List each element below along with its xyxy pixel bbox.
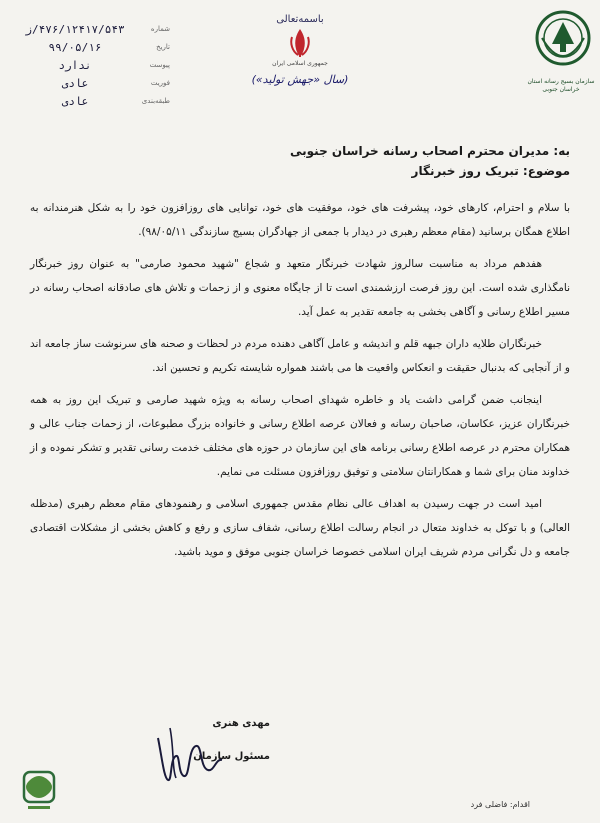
meta-value: ۹۹/۰۵/۱۶	[48, 40, 102, 54]
meta-classification	[20, 92, 170, 110]
meta-value: ۴۷۶/۱۲۴۱۷/۵۴۳/ز	[25, 22, 125, 36]
body-paragraph: هفدهم مرداد به مناسبت سالروز شهادت خبرنگار متعهد و شجاع "شهید محمود صارمی" به عنوان روز خبرنگار نامگذاری شده است. این روز فرصت ارزشمندی است تا از جایگاه معنوی و از زحمات و تلاش های صادقانه اصحاب رسانه در مسیر اطلاع رسانی و آگاهی بخشی به جامعه تقدیر به عمل آید.	[30, 258, 570, 318]
body-paragraph: اینجانب ضمن گرامی داشت یاد و خاطره شهدای اصحاب رسانه به ویژه شهید صارمی و تبریک این روز به همه خبرنگاران عزیز، عکاسان، صاحبان رسانه و فعالان عرصه اطلاع رسانی و خانواده بزرگ مطبوعات، از زحمات جناب عالی و همکاران محترم در عرصه اطلاع رسانی برنامه های این سازمان در حوزه های مختلف خدمت رسانی تقدیر و تشکر نموده و از خداوند منان برای شما و همکارانتان سلامتی و توفیق روزافزون مسئلت می نمایم.	[30, 394, 570, 478]
meta-key: پیوست	[149, 61, 170, 69]
meta-urgency	[20, 74, 170, 92]
meta-key: طبقه‌بندی	[141, 97, 170, 105]
signatory-name: مهدی هنری	[212, 718, 270, 729]
letter-body	[30, 132, 570, 572]
meta-key: فوریت	[150, 79, 170, 87]
bismillah-text: باسمه‌تعالی	[276, 14, 324, 25]
meta-key: تاریخ	[156, 43, 170, 51]
signatory-title: مسئول سازمان	[193, 751, 270, 762]
organization-label: سازمان بسیج رسانه استان خراسان جنوبی	[527, 78, 595, 93]
meta-value: عادی	[61, 94, 89, 108]
meta-value: عادی	[61, 76, 89, 90]
body-paragraph: خبرنگاران طلایه داران جبهه قلم و اندیشه و عامل آگاهی دهنده مردم در لحظات و صحنه های سرنوشت ساز جامعه اند و از آنجایی که بدنبال حقیقت و انعکاس واقعیت ها می باشند همواره شایسته تکریم و تحسین اند.	[30, 338, 570, 374]
year-slogan: (سال «جهش تولید»)	[251, 73, 349, 86]
letter-meta	[20, 20, 170, 110]
body-paragraph: با سلام و احترام، کارهای خود، پیشرفت های خود، موفقیت های خود، توانایی های روزافزون خود را به شکل هنرمندانه به اطلاع همگان برسانید (مقام معظم رهبری در دیدار با جمعی از جهادگران بسیج سازندگی ۹۸/۰۵/۱۱).	[30, 202, 570, 238]
meta-key: شماره	[150, 25, 170, 33]
republic-caption: جمهوری اسلامی ایران	[272, 60, 328, 67]
meta-date	[20, 38, 170, 56]
letterhead-center	[240, 14, 360, 86]
handwritten-signature-icon	[150, 718, 230, 788]
recipient-line: به: مدیران محترم اصحاب رسانه خراسان جنوبی	[290, 144, 570, 158]
subject-line: موضوع: تبریک روز خبرنگار	[411, 164, 570, 178]
signature-block	[150, 718, 270, 762]
iran-emblem-icon	[286, 27, 314, 59]
culture-logo-icon	[22, 770, 56, 816]
action-note: اقدام: فاضلی فرد	[470, 800, 530, 809]
body-paragraph: امید است در جهت رسیدن به اهداف عالی نظام مقدس جمهوری اسلامی و رهنمودهای مقام معظم رهبری (مدظله العالی) و با توکل به خداوند متعال در انجام رسالت اطلاع رسانی، شفاف سازی و رفع و کاهش بخشی از مشکلات اقتصادی جامعه و دل نگرانی مردم شریف ایران اسلامی خصوصا خراسان جنوبی موفق و موید باشید.	[30, 498, 570, 558]
meta-attachment	[20, 56, 170, 74]
meta-number	[20, 20, 170, 38]
meta-value: ندارد	[58, 58, 92, 72]
